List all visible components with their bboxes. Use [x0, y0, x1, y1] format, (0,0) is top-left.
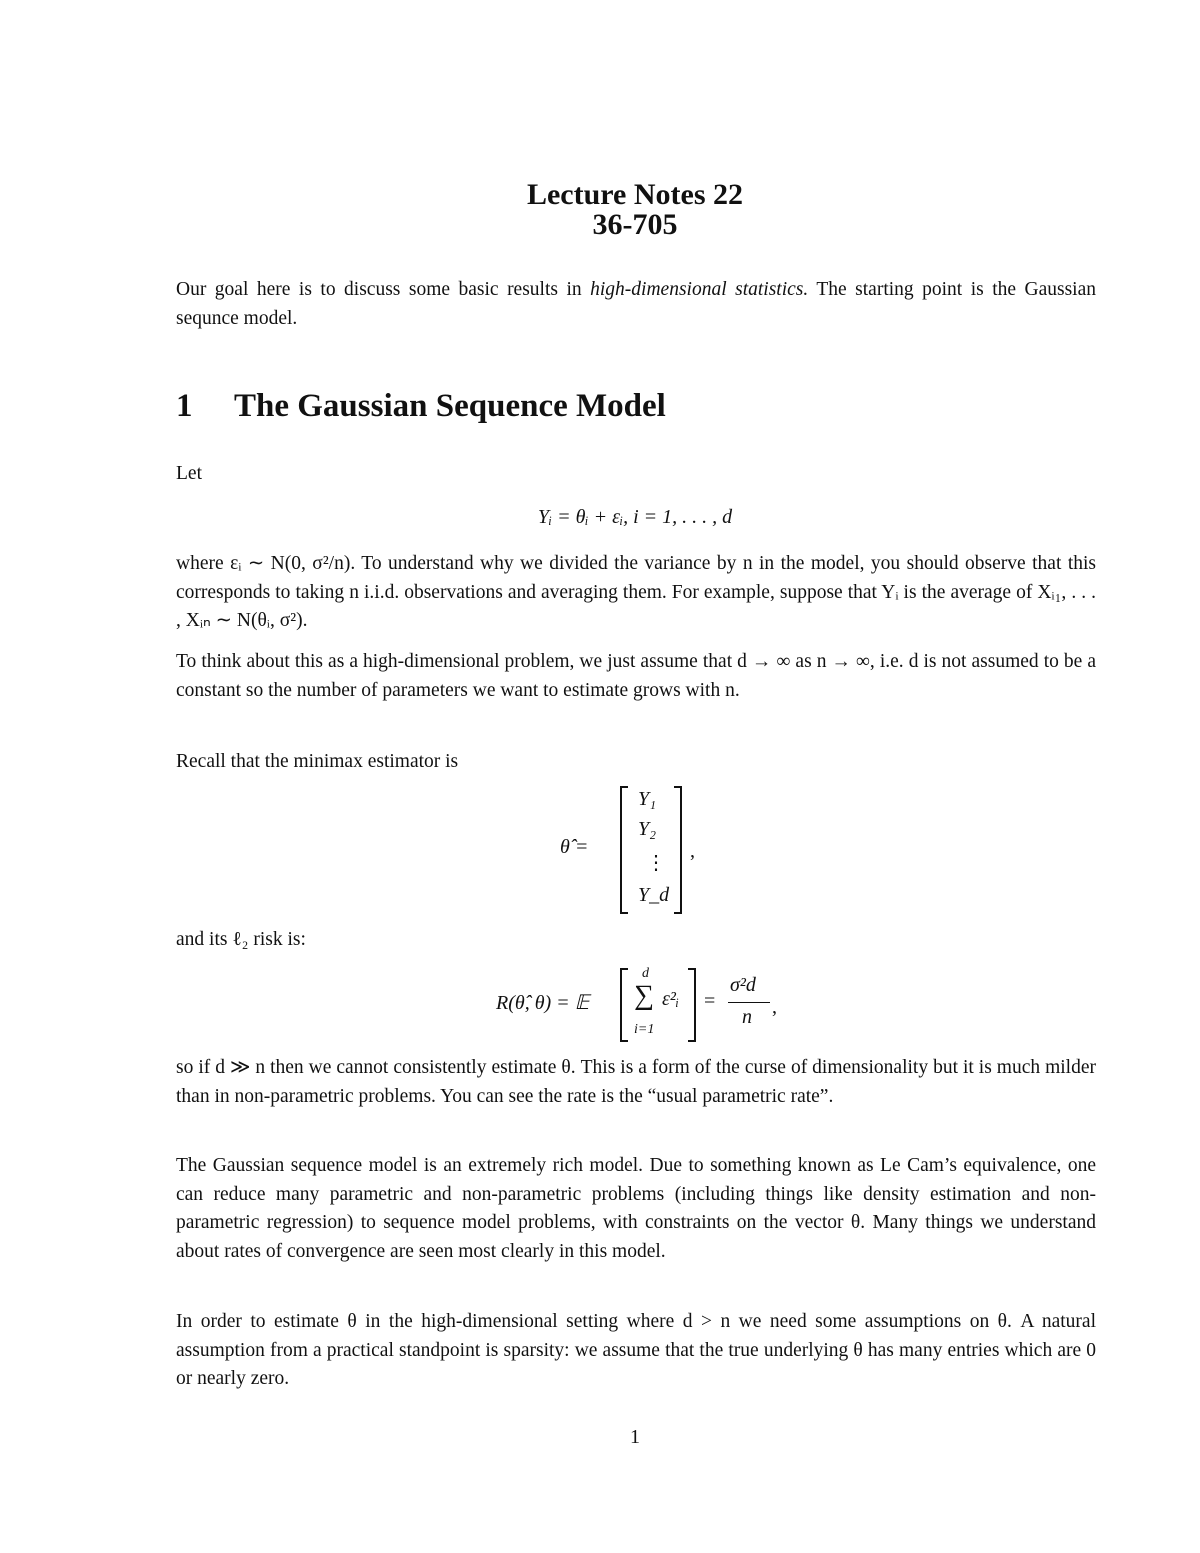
vector-entry: ⋮: [646, 852, 666, 874]
risk-lhs: R(θ̂, θ) = 𝔼: [496, 992, 590, 1014]
section-heading: [176, 388, 666, 424]
paragraph-text: To think about this as a high-dimensional problem, we just assume that d → ∞ as n → ∞, i.e. d is not assumed to be a constant so the number of parameters we want to estimate grows with n.: [176, 651, 1096, 701]
document-title: [0, 180, 1200, 240]
sum-lower-limit: i=1: [634, 1022, 655, 1037]
fraction-numerator: σ²d: [730, 974, 756, 996]
paragraph-text: and its ℓ₂ risk is:: [176, 929, 306, 950]
left-bracket: [620, 968, 628, 1042]
paragraph-high-dimensional: [176, 648, 1096, 705]
section-title: The Gaussian Sequence Model: [234, 388, 666, 424]
page-number: 1: [630, 1426, 640, 1448]
course-number: 36-705: [592, 208, 678, 241]
intro-text: Our goal here is to discuss some basic results in: [176, 279, 591, 300]
paragraph-risk: [176, 926, 1096, 955]
estimator-lhs: θ̂ =: [560, 836, 589, 858]
section-number: 1: [176, 388, 193, 424]
paragraph-text: In order to estimate θ in the high-dimensional setting where d > n we need some assumptions on θ. A natural assumption from a practical standpoint is sparsity: we assume that the true underlying θ has many entries which are 0 or nearly zero.: [176, 1311, 1096, 1389]
paragraph-text: Recall that the minimax estimator is: [176, 751, 459, 772]
paragraph-variance: [176, 550, 1096, 636]
paragraph-curse: [176, 1054, 1096, 1111]
right-bracket: [688, 968, 696, 1042]
intro-emphasis: high-dimensional statistics.: [590, 279, 809, 300]
summand: ε²ᵢ: [662, 988, 680, 1010]
fraction-denominator: n: [742, 1006, 752, 1028]
title-line: Lecture Notes 22: [526, 178, 744, 211]
right-bracket: [674, 786, 682, 914]
intro-paragraph: [176, 276, 1096, 333]
equals-sign: =: [704, 990, 716, 1012]
intro-text-end: The starting point is the Gaussian sequnce model.: [176, 279, 1096, 329]
equation-comma: ,: [772, 996, 777, 1018]
paragraph-text: where εᵢ ∼ N(0, σ²/n). To understand why we divided the variance by n in the model, you should observe that this corresponds to taking n i.i.d. observations and averaging them. For example, suppose that Yᵢ is the average of Xᵢ₁, . . . , Xᵢₙ ∼ N(θᵢ, σ²).: [176, 553, 1096, 631]
let-text: Let: [176, 463, 202, 484]
sum-upper-limit: d: [642, 966, 649, 981]
paragraph-text: so if d ≫ n then we cannot consistently estimate θ. This is a form of the curse of dimensionality but it is much milder than in non-parametric problems. You can see the rate is the “usual parametric rate”.: [176, 1057, 1096, 1107]
let-paragraph: [176, 460, 1096, 489]
left-bracket: [620, 786, 628, 914]
paragraph-minimax: [176, 748, 1096, 777]
vector-entry: Y₂: [638, 818, 657, 840]
vector-entry: Y_d: [638, 884, 670, 906]
equation-model: Yᵢ = θᵢ + εᵢ, i = 1, . . . , d: [537, 506, 733, 528]
equation-comma: ,: [690, 840, 695, 862]
paragraph-le-cam: [176, 1152, 1096, 1266]
sum-symbol: ∑: [634, 980, 654, 1011]
paragraph-sparsity: [176, 1308, 1096, 1394]
fraction-bar: [728, 1002, 770, 1003]
vector-entry: Y₁: [638, 788, 657, 810]
paragraph-text: The Gaussian sequence model is an extremely rich model. Due to something known as Le Cam’s equivalence, one can reduce many parametric and non-parametric problems (including things like density estimation and non-parametric regression) to sequence model problems, with constraints on the vector θ. Many things we understand about rates of convergence are seen most clearly in this model.: [176, 1155, 1096, 1262]
